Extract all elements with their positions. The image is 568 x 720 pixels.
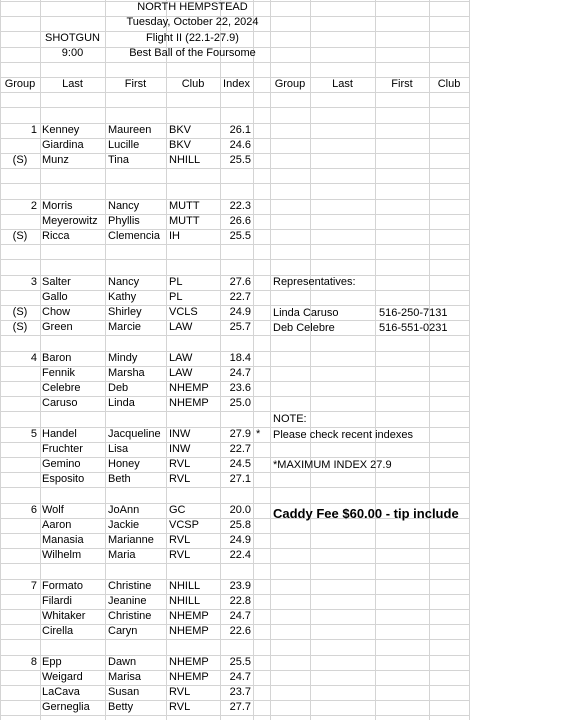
player-last-name: Wolf — [42, 504, 64, 516]
player-last-name: Ricca — [42, 230, 70, 242]
rep-name: Deb Celebre — [273, 322, 335, 334]
column-gridline — [429, 0, 430, 720]
player-group-number — [0, 624, 37, 639]
row-gridline — [0, 259, 470, 260]
player-index: 24.7 — [229, 671, 251, 683]
row-gridline — [0, 168, 470, 169]
player-last-name: LaCava — [42, 686, 80, 698]
player-substitute-mark: (S) — [12, 306, 28, 318]
player-group-number — [0, 290, 37, 305]
player-last-name: Wilhelm — [42, 549, 82, 561]
player-last-name: Caruso — [42, 397, 78, 409]
player-last-name: Baron — [42, 352, 72, 364]
player-first-name: Nancy — [108, 200, 140, 212]
column-gridline — [310, 0, 311, 720]
player-index: 27.6 — [229, 276, 251, 288]
player-index: 23.7 — [229, 686, 251, 698]
player-last-name: Cirella — [42, 625, 74, 637]
player-last-name: Gerneglia — [42, 701, 90, 713]
player-group-number — [0, 305, 37, 320]
player-first-name: Marsha — [108, 367, 145, 379]
player-club: NHEMP — [169, 656, 209, 668]
player-first-name: Susan — [108, 686, 140, 698]
player-last-name: Fennik — [42, 367, 76, 379]
player-last-name: Manasia — [42, 534, 84, 546]
row-gridline — [0, 92, 470, 93]
row-gridline — [0, 487, 470, 488]
player-index: 22.4 — [229, 549, 251, 561]
player-last-name: Chow — [42, 306, 71, 318]
representatives-label: Representatives: — [273, 276, 356, 288]
player-club: NHEMP — [169, 610, 209, 622]
player-first-name: Maureen — [108, 124, 152, 136]
player-group-number — [0, 366, 37, 381]
player-group-number — [0, 670, 37, 685]
event-title: NORTH HEMPSTEAD — [137, 1, 248, 13]
player-index: 23.6 — [229, 382, 251, 394]
player-index: 22.7 — [229, 291, 251, 303]
player-group-number — [0, 533, 37, 548]
note-label: NOTE: — [273, 413, 307, 425]
player-index: 22.8 — [229, 595, 251, 607]
player-first-name: Deb — [108, 382, 129, 394]
player-first-name: Phyllis — [108, 215, 140, 227]
player-first-name: Dawn — [108, 656, 137, 668]
player-club: NHILL — [169, 154, 201, 166]
player-last-name: Formato — [42, 580, 83, 592]
player-last-name: Gallo — [42, 291, 68, 303]
row-gridline — [0, 183, 470, 184]
player-club: NHEMP — [169, 397, 209, 409]
player-index: 26.1 — [229, 124, 251, 136]
player-group-number — [0, 472, 37, 487]
player-club: BKV — [169, 139, 192, 151]
player-last-name: Morris — [42, 200, 73, 212]
row-gridline — [0, 107, 470, 108]
player-group-number: 5 — [30, 428, 37, 440]
player-group-number — [0, 214, 37, 229]
player-last-name: Handel — [42, 428, 77, 440]
row-gridline — [0, 62, 470, 63]
player-index: 25.8 — [229, 519, 251, 531]
player-club: VCLS — [169, 306, 198, 318]
player-group-number: 2 — [30, 200, 37, 212]
player-index: 20.0 — [229, 504, 251, 516]
player-index: 22.7 — [229, 443, 251, 455]
player-index: 24.9 — [229, 306, 251, 318]
note-text: Please check recent indexes — [273, 429, 414, 441]
player-club: NHILL — [169, 580, 201, 592]
rep-phone: 516-250-7131 — [379, 307, 448, 319]
player-first-name: Marianne — [108, 534, 154, 546]
player-index: 24.6 — [229, 139, 251, 151]
rep-name: Linda Caruso — [273, 307, 339, 319]
column-gridline — [469, 0, 470, 720]
player-club: RVL — [169, 458, 191, 470]
player-index: 25.7 — [229, 321, 251, 333]
player-club: RVL — [169, 473, 191, 485]
player-group-number: 1 — [30, 124, 37, 136]
player-first-name: Kathy — [108, 291, 137, 303]
player-last-name: Green — [42, 321, 73, 333]
player-club: IH — [169, 230, 180, 242]
player-group-number — [0, 442, 37, 457]
player-first-name: Jeanine — [108, 595, 147, 607]
player-club: NHILL — [169, 595, 201, 607]
player-group-number — [0, 229, 37, 244]
player-club: NHEMP — [169, 671, 209, 683]
player-index: 18.4 — [229, 352, 251, 364]
row-gridline — [0, 639, 470, 640]
player-index: 24.5 — [229, 458, 251, 470]
flight-label: Flight II (22.1-27.9) — [146, 32, 239, 44]
player-group-number — [0, 609, 37, 624]
player-club: MUTT — [169, 200, 200, 212]
row-gridline — [0, 244, 470, 245]
player-first-name: JoAnn — [108, 504, 140, 516]
player-first-name: Mindy — [108, 352, 138, 364]
column-gridline — [270, 0, 271, 720]
player-club: MUTT — [169, 215, 200, 227]
player-club: RVL — [169, 701, 191, 713]
player-club: RVL — [169, 686, 191, 698]
player-last-name: Celebre — [42, 382, 81, 394]
player-last-name: Filardi — [42, 595, 72, 607]
player-group-number — [0, 518, 37, 533]
player-group-number — [0, 700, 37, 715]
player-group-number: 4 — [30, 352, 37, 364]
player-last-name: Whitaker — [42, 610, 86, 622]
player-club: INW — [169, 428, 191, 440]
player-group-number — [0, 457, 37, 472]
player-club: BKV — [169, 124, 192, 136]
player-group-number — [0, 153, 37, 168]
player-first-name: Maria — [108, 549, 136, 561]
player-first-name: Christine — [108, 610, 152, 622]
player-substitute-mark: (S) — [12, 321, 28, 333]
player-group-number — [0, 548, 37, 563]
player-index-note: * — [256, 428, 261, 440]
col-header-club: Club — [181, 78, 205, 90]
player-first-name: Nancy — [108, 276, 140, 288]
player-last-name: Kenney — [42, 124, 80, 136]
col-header-last: Last — [62, 78, 83, 90]
player-group-number — [0, 594, 37, 609]
format-label: Best Ball of the Foursome — [129, 47, 256, 59]
player-index: 26.6 — [229, 215, 251, 227]
player-index: 27.7 — [229, 701, 251, 713]
player-last-name: Gemino — [42, 458, 81, 470]
player-club: LAW — [169, 352, 193, 364]
column-gridline — [375, 0, 376, 720]
player-first-name: Tina — [108, 154, 129, 166]
player-group-number: 3 — [30, 276, 37, 288]
player-index: 25.5 — [229, 656, 251, 668]
player-index: 25.0 — [229, 397, 251, 409]
player-club: NHEMP — [169, 625, 209, 637]
player-first-name: Lisa — [108, 443, 129, 455]
player-first-name: Jacqueline — [108, 428, 161, 440]
player-index: 27.9 — [229, 428, 251, 440]
player-group-number — [0, 396, 37, 411]
player-last-name: Salter — [42, 276, 71, 288]
col-header-group: Group — [4, 78, 36, 90]
start-type: SHOTGUN — [45, 32, 100, 44]
player-club: PL — [169, 291, 183, 303]
player-index: 22.6 — [229, 625, 251, 637]
player-first-name: Jackie — [108, 519, 140, 531]
player-last-name: Esposito — [42, 473, 85, 485]
col-header-last-right: Last — [332, 78, 353, 90]
player-index: 25.5 — [229, 230, 251, 242]
player-last-name: Epp — [42, 656, 62, 668]
column-gridline — [105, 0, 106, 720]
player-first-name: Beth — [108, 473, 131, 485]
rep-phone: 516-551-0231 — [379, 322, 448, 334]
column-gridline — [166, 0, 167, 720]
col-header-first-right: First — [391, 78, 413, 90]
player-group-number — [0, 320, 37, 335]
player-group-number: 6 — [30, 504, 37, 516]
max-index-note: *MAXIMUM INDEX 27.9 — [273, 459, 392, 471]
player-group-number — [0, 381, 37, 396]
col-header-first: First — [124, 78, 147, 90]
caddy-fee: Caddy Fee $60.00 - tip include — [273, 506, 459, 521]
player-last-name: Fruchter — [42, 443, 83, 455]
player-index: 23.9 — [229, 580, 251, 592]
player-substitute-mark: (S) — [12, 230, 28, 242]
player-first-name: Honey — [108, 458, 140, 470]
player-first-name: Shirley — [108, 306, 142, 318]
player-last-name: Munz — [42, 154, 69, 166]
player-substitute-mark: (S) — [12, 154, 28, 166]
player-group-number: 7 — [30, 580, 37, 592]
player-club: GC — [169, 504, 186, 516]
row-gridline — [0, 411, 470, 412]
player-first-name: Lucille — [108, 139, 140, 151]
player-club: LAW — [169, 321, 193, 333]
event-date: Tuesday, October 22, 2024 — [126, 16, 259, 28]
row-gridline — [0, 563, 470, 564]
player-first-name: Marcie — [108, 321, 142, 333]
player-first-name: Caryn — [108, 625, 138, 637]
player-group-number: 8 — [30, 656, 37, 668]
player-index: 22.3 — [229, 200, 251, 212]
player-club: NHEMP — [169, 382, 209, 394]
col-header-club-right: Club — [437, 78, 461, 90]
row-gridline — [0, 715, 470, 716]
player-club: VCSP — [169, 519, 199, 531]
player-index: 24.7 — [229, 610, 251, 622]
player-index: 25.5 — [229, 154, 251, 166]
player-last-name: Aaron — [42, 519, 72, 531]
player-club: INW — [169, 443, 191, 455]
player-first-name: Marisa — [108, 671, 142, 683]
col-header-group-right: Group — [274, 78, 306, 90]
player-first-name: Betty — [108, 701, 134, 713]
column-gridline — [40, 0, 41, 720]
player-last-name: Meyerowitz — [42, 215, 98, 227]
player-index: 27.1 — [229, 473, 251, 485]
col-header-index: Index — [223, 78, 250, 90]
player-club: RVL — [169, 534, 191, 546]
player-first-name: Clemencia — [108, 230, 160, 242]
column-gridline — [253, 0, 254, 720]
player-index: 24.7 — [229, 367, 251, 379]
player-group-number — [0, 138, 37, 153]
player-first-name: Linda — [108, 397, 135, 409]
player-group-number — [0, 685, 37, 700]
player-index: 24.9 — [229, 534, 251, 546]
player-first-name: Christine — [108, 580, 152, 592]
player-last-name: Giardina — [42, 139, 84, 151]
player-club: LAW — [169, 367, 193, 379]
player-club: RVL — [169, 549, 191, 561]
start-time: 9:00 — [61, 47, 84, 59]
player-last-name: Weigard — [42, 671, 83, 683]
player-club: PL — [169, 276, 183, 288]
